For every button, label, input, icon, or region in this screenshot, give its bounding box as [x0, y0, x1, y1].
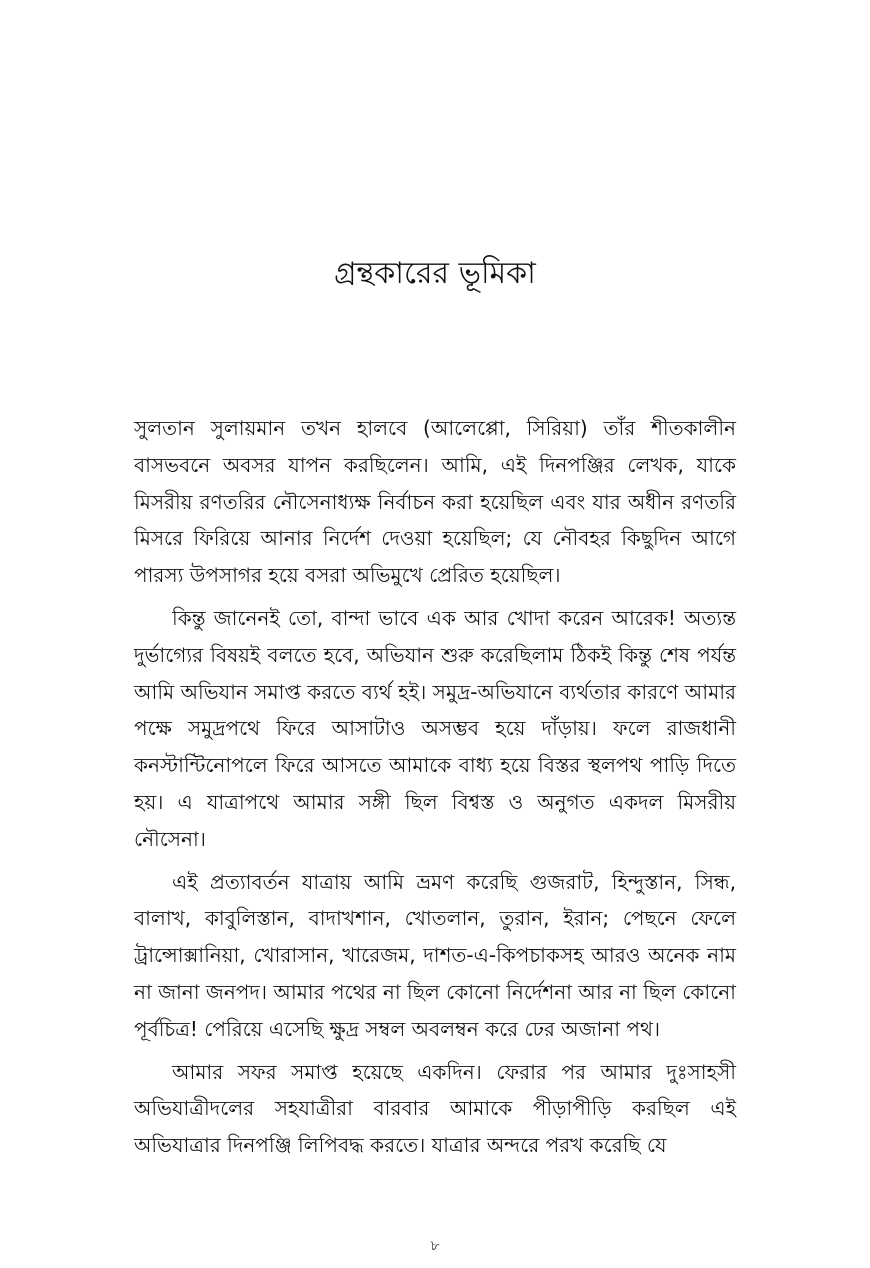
paragraph-3: এই প্রত্যাবর্তন যাত্রায় আমি ভ্রমণ করেছি গুজরাট, হিন্দুস্তান, সিন্ধ, বালাখ, কাবুলিস্তান, বাদাখশান, খোতলান, তুরান, ইরান; পেছনে ফেলে ট্রান্সোক্সানিয়া, খোরাসান, খারেজম, দাশত-এ-কিপচাকসহ আরও অনেক নাম না জানা জনপদ। আমার পথের না ছিল কোনো নির্দেশনা আর না ছিল কোনো পূর্বচিত্র! পেরিয়ে এসেছি ক্ষুদ্র সম্বল অবলম্বন করে ঢের অজানা পথ।	[134, 869, 736, 1041]
paragraph-2: কিন্তু জানেনই তো, বান্দা ভাবে এক আর খোদা করেন আরেক! অত্যন্ত দুর্ভাগ্যের বিষয়ই বলতে হবে, অভিযান শুরু করেছিলাম ঠিকই কিন্তু শেষ পর্যন্ত আমি অভিযান সমাপ্ত করতে ব্যর্থ হই। সমুদ্র-অভিযানে ব্যর্থতার কারণে আমার পক্ষে সমুদ্রপথে ফিরে আসাটাও অসম্ভব হয়ে দাঁড়ায়। ফলে রাজধানী কনস্টান্টিনোপলে ফিরে আসতে আমাকে বাধ্য হয়ে বিস্তর স্থলপথ পাড়ি দিতে হয়। এ যাত্রাপথে আমার সঙ্গী ছিল বিশ্বস্ত ও অনুগত একদল মিসরীয় নৌসেনা।	[134, 605, 736, 851]
paragraph-4: আমার সফর সমাপ্ত হয়েছে একদিন। ফেরার পর আমার দুঃসাহসী অভিযাত্রীদলের সহযাত্রীরা বারবার আমাকে পীড়াপীড়ি করছিল এই অভিযাত্রার দিনপঞ্জি লিপিবদ্ধ করতে। যাত্রার অন্দরে পরখ করেছি যে	[134, 1059, 736, 1158]
body-text	[134, 410, 736, 1164]
page-title: গ্রন্থকারের ভূমিকা	[334, 256, 536, 291]
page-number: ৮	[430, 1238, 440, 1254]
paragraph-1: সুলতান সুলায়মান তখন হালবে (আলেপ্পো, সিরিয়া) তাঁর শীতকালীন বাসভবনে অবসর যাপন করছিলেন। আমি, এই দিনপঞ্জির লেখক, যাকে মিসরীয় রণতরির নৌসেনাধ্যক্ষ নির্বাচন করা হয়েছিল এবং যার অধীন রণতরি মিসরে ফিরিয়ে আনার নির্দেশ দেওয়া হয়েছিল; যে নৌবহর কিছুদিন আগে পারস্য উপসাগর হয়ে বসরা অভিমুখে প্রেরিত হয়েছিল।	[134, 416, 736, 588]
